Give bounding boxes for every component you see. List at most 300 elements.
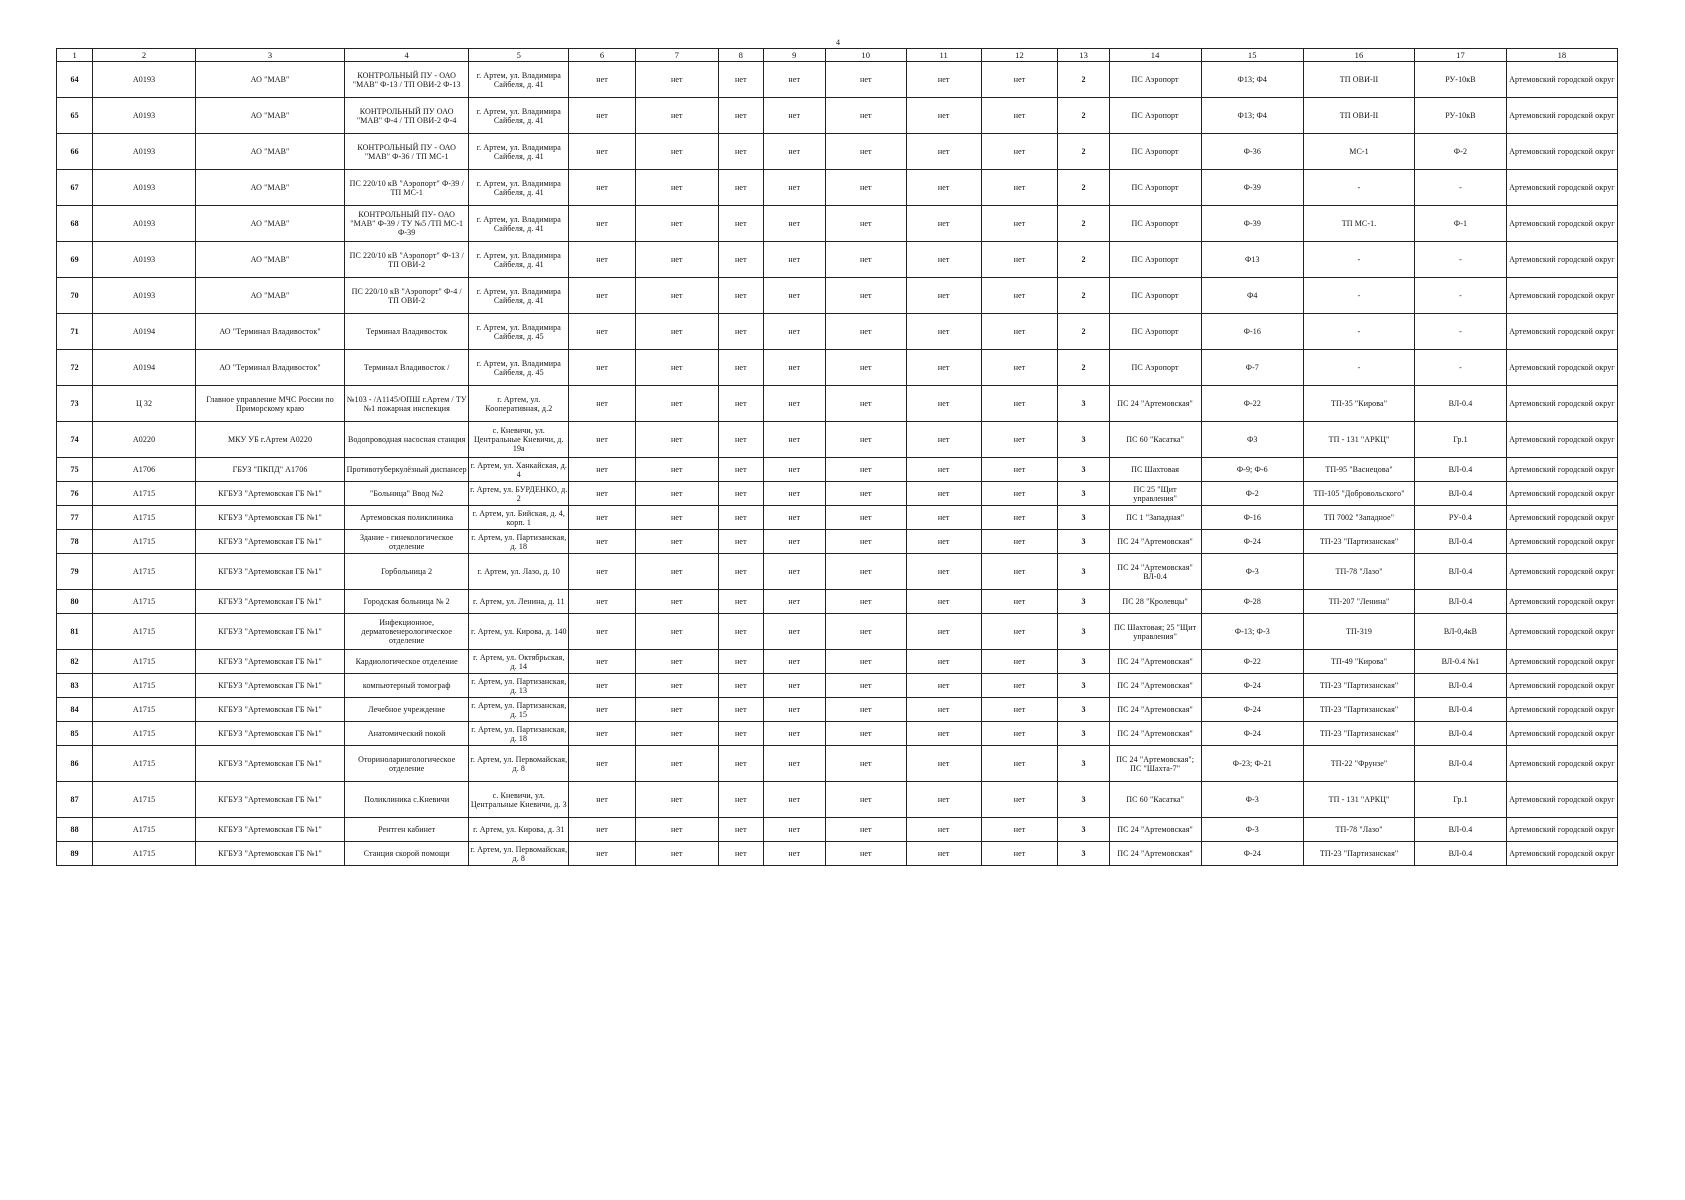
table-cell: нет bbox=[763, 242, 825, 278]
table-cell: Ф-16 bbox=[1201, 506, 1304, 530]
table-cell: 66 bbox=[57, 134, 93, 170]
table-cell: ПС 24 "Артемовская" bbox=[1109, 818, 1201, 842]
column-number: 2 bbox=[93, 49, 196, 62]
table-cell: А0194 bbox=[93, 314, 196, 350]
table-cell: 2 bbox=[1058, 170, 1109, 206]
table-cell: нет bbox=[825, 674, 906, 698]
table-cell: нет bbox=[906, 278, 981, 314]
table-cell: г. Артем, ул. Первомайская, д. 8 bbox=[469, 746, 569, 782]
table-row bbox=[57, 614, 1618, 650]
table-cell: нет bbox=[981, 350, 1058, 386]
table-cell: Артемовский городской округ bbox=[1506, 614, 1617, 650]
table-cell: нет bbox=[981, 314, 1058, 350]
table-cell: нет bbox=[635, 722, 718, 746]
table-cell: нет bbox=[718, 350, 763, 386]
table-cell: нет bbox=[763, 422, 825, 458]
table-cell: г. Артем, ул. Партизанская, д. 18 bbox=[469, 722, 569, 746]
table-cell: Ф-2 bbox=[1415, 134, 1507, 170]
column-number: 7 bbox=[635, 49, 718, 62]
table-cell: нет bbox=[906, 530, 981, 554]
column-number: 12 bbox=[981, 49, 1058, 62]
table-cell: 2 bbox=[1058, 314, 1109, 350]
table-cell: ПС 220/10 кВ "Аэропорт" Ф-13 / ТП ОВИ-2 bbox=[345, 242, 469, 278]
table-cell: Артемовский городской округ bbox=[1506, 206, 1617, 242]
table-cell: 75 bbox=[57, 458, 93, 482]
table-cell: Артемовский городской округ bbox=[1506, 62, 1617, 98]
table-cell: ТП-105 "Добровольского" bbox=[1304, 482, 1415, 506]
table-cell: АО "МАВ" bbox=[195, 206, 344, 242]
table-cell: нет bbox=[906, 554, 981, 590]
table-cell: нет bbox=[906, 98, 981, 134]
table-cell: нет bbox=[981, 98, 1058, 134]
table-cell: 3 bbox=[1058, 530, 1109, 554]
table-cell: - bbox=[1415, 278, 1507, 314]
table-cell: ВЛ-0.4 bbox=[1415, 698, 1507, 722]
table-cell: нет bbox=[763, 206, 825, 242]
table-cell: нет bbox=[825, 386, 906, 422]
table-cell: нет bbox=[906, 482, 981, 506]
table-cell: 89 bbox=[57, 842, 93, 866]
table-cell: нет bbox=[718, 746, 763, 782]
table-cell: Противотуберкулёзный диспансер bbox=[345, 458, 469, 482]
table-cell: нет bbox=[718, 458, 763, 482]
table-cell: Ф-3 bbox=[1201, 818, 1304, 842]
table-cell: - bbox=[1415, 242, 1507, 278]
table-cell: нет bbox=[906, 842, 981, 866]
table-cell: ТП 7002 "Западное" bbox=[1304, 506, 1415, 530]
table-cell: нет bbox=[906, 206, 981, 242]
table-cell: ПС Аэропорт bbox=[1109, 278, 1201, 314]
table-cell: нет bbox=[718, 722, 763, 746]
table-cell: нет bbox=[718, 614, 763, 650]
table-cell: КГБУЗ "Артемовская ГБ №1" bbox=[195, 614, 344, 650]
table-cell: нет bbox=[569, 530, 635, 554]
table-cell: 2 bbox=[1058, 278, 1109, 314]
table-cell: г. Артем, ул. Ханкайская, д. 4 bbox=[469, 458, 569, 482]
table-row bbox=[57, 242, 1618, 278]
table-cell: нет bbox=[981, 818, 1058, 842]
table-row bbox=[57, 674, 1618, 698]
table-cell: ТП ОВИ-II bbox=[1304, 62, 1415, 98]
table-cell: компьютерный томограф bbox=[345, 674, 469, 698]
table-cell: 69 bbox=[57, 242, 93, 278]
table-cell: нет bbox=[906, 422, 981, 458]
table-cell: А1715 bbox=[93, 650, 196, 674]
table-cell: нет bbox=[906, 134, 981, 170]
table-cell: А0220 bbox=[93, 422, 196, 458]
table-cell: нет bbox=[763, 134, 825, 170]
table-cell: КГБУЗ "Артемовская ГБ №1" bbox=[195, 530, 344, 554]
table-cell: - bbox=[1415, 314, 1507, 350]
table-cell: Артемовский городской округ bbox=[1506, 674, 1617, 698]
table-cell: - bbox=[1304, 350, 1415, 386]
table-cell: РУ-0.4 bbox=[1415, 506, 1507, 530]
table-cell: нет bbox=[635, 62, 718, 98]
table-cell: нет bbox=[825, 314, 906, 350]
table-cell: ТП - 131 "АРКЦ" bbox=[1304, 782, 1415, 818]
table-cell: г. Артем, ул. Партизанская, д. 15 bbox=[469, 698, 569, 722]
table-cell: нет bbox=[981, 206, 1058, 242]
table-cell: АО "МАВ" bbox=[195, 62, 344, 98]
table-cell: Инфекционное, дерматовенерологическое отделение bbox=[345, 614, 469, 650]
table-cell: Ф-36 bbox=[1201, 134, 1304, 170]
column-number: 11 bbox=[906, 49, 981, 62]
table-cell: А0193 bbox=[93, 62, 196, 98]
table-cell: нет bbox=[825, 170, 906, 206]
table-cell: нет bbox=[635, 314, 718, 350]
table-cell: МС-1 bbox=[1304, 134, 1415, 170]
table-cell: нет bbox=[763, 458, 825, 482]
table-cell: "Больница" Ввод №2 bbox=[345, 482, 469, 506]
table-cell: КГБУЗ "Артемовская ГБ №1" bbox=[195, 506, 344, 530]
table-cell: 86 bbox=[57, 746, 93, 782]
table-cell: А0193 bbox=[93, 278, 196, 314]
table-cell: нет bbox=[906, 722, 981, 746]
table-cell: нет bbox=[718, 554, 763, 590]
table-cell: нет bbox=[718, 98, 763, 134]
table-cell: нет bbox=[981, 614, 1058, 650]
table-row bbox=[57, 458, 1618, 482]
table-cell: нет bbox=[906, 614, 981, 650]
table-cell: нет bbox=[981, 278, 1058, 314]
table-cell: г. Артем, ул. Партизанская, д. 18 bbox=[469, 530, 569, 554]
table-cell: ПС 24 "Артемовская" bbox=[1109, 698, 1201, 722]
table-cell: ПС Аэропорт bbox=[1109, 242, 1201, 278]
table-cell: А0193 bbox=[93, 98, 196, 134]
table-cell: ПС 24 "Артемовская" ВЛ-0.4 bbox=[1109, 554, 1201, 590]
table-cell: А1715 bbox=[93, 614, 196, 650]
table-cell: нет bbox=[825, 278, 906, 314]
table-cell: нет bbox=[906, 506, 981, 530]
table-cell: Артемовский городской округ bbox=[1506, 482, 1617, 506]
table-cell: нет bbox=[763, 650, 825, 674]
table-cell: нет bbox=[569, 782, 635, 818]
table-cell: нет bbox=[569, 386, 635, 422]
table-cell: нет bbox=[569, 650, 635, 674]
table-cell: А1715 bbox=[93, 842, 196, 866]
table-cell: 2 bbox=[1058, 350, 1109, 386]
table-cell: нет bbox=[763, 278, 825, 314]
table-cell: 81 bbox=[57, 614, 93, 650]
table-cell: ТП-78 "Лазо" bbox=[1304, 554, 1415, 590]
table-cell: нет bbox=[906, 818, 981, 842]
table-cell: 3 bbox=[1058, 506, 1109, 530]
table-cell: АО "МАВ" bbox=[195, 278, 344, 314]
table-cell: Артемовский городской округ bbox=[1506, 782, 1617, 818]
table-cell: Терминал Владивосток bbox=[345, 314, 469, 350]
table-cell: нет bbox=[569, 206, 635, 242]
table-cell: 3 bbox=[1058, 746, 1109, 782]
table-row bbox=[57, 782, 1618, 818]
table-cell: ПС 24 "Артемовская" bbox=[1109, 674, 1201, 698]
table-cell: нет bbox=[569, 818, 635, 842]
table-cell: Ф-22 bbox=[1201, 650, 1304, 674]
table-cell: ПС 24 "Артемовская" bbox=[1109, 842, 1201, 866]
table-row bbox=[57, 722, 1618, 746]
table-cell: 70 bbox=[57, 278, 93, 314]
table-cell: нет bbox=[763, 590, 825, 614]
table-cell: нет bbox=[569, 458, 635, 482]
table-cell: А1715 bbox=[93, 506, 196, 530]
table-cell: нет bbox=[718, 650, 763, 674]
table-cell: нет bbox=[981, 134, 1058, 170]
table-cell: - bbox=[1415, 350, 1507, 386]
table-cell: Артемовский городской округ bbox=[1506, 134, 1617, 170]
table-cell: нет bbox=[569, 722, 635, 746]
table-cell: Артемовский городской округ bbox=[1506, 506, 1617, 530]
table-cell: ПС Шахтовая; 25 "Щит управления" bbox=[1109, 614, 1201, 650]
table-cell: нет bbox=[825, 62, 906, 98]
table-cell: А1715 bbox=[93, 530, 196, 554]
table-row bbox=[57, 278, 1618, 314]
table-cell: нет bbox=[906, 782, 981, 818]
table-cell: с. Кневичи, ул. Центральные Кневичи, д. 3 bbox=[469, 782, 569, 818]
table-cell: 3 bbox=[1058, 422, 1109, 458]
table-cell: нет bbox=[906, 698, 981, 722]
table-cell: ВЛ-0.4 bbox=[1415, 818, 1507, 842]
table-cell: 3 bbox=[1058, 674, 1109, 698]
table-cell: - bbox=[1304, 170, 1415, 206]
table-cell: нет bbox=[763, 62, 825, 98]
column-number-header bbox=[57, 49, 1618, 62]
table-cell: нет bbox=[635, 842, 718, 866]
table-cell: КГБУЗ "Артемовская ГБ №1" bbox=[195, 782, 344, 818]
table-row bbox=[57, 62, 1618, 98]
table-cell: 73 bbox=[57, 386, 93, 422]
table-cell: КГБУЗ "Артемовская ГБ №1" bbox=[195, 746, 344, 782]
table-cell: нет bbox=[906, 458, 981, 482]
table-cell: ПС Аэропорт bbox=[1109, 62, 1201, 98]
table-cell: ТП-23 "Партизанская" bbox=[1304, 674, 1415, 698]
table-cell: ПС Шахтовая bbox=[1109, 458, 1201, 482]
table-cell: нет bbox=[981, 842, 1058, 866]
table-cell: АО "МАВ" bbox=[195, 98, 344, 134]
table-cell: нет bbox=[763, 350, 825, 386]
table-cell: Лечебное учреждение bbox=[345, 698, 469, 722]
table-cell: нет bbox=[763, 530, 825, 554]
table-cell: КГБУЗ "Артемовская ГБ №1" bbox=[195, 650, 344, 674]
table-row bbox=[57, 818, 1618, 842]
column-number: 1 bbox=[57, 49, 93, 62]
table-cell: нет bbox=[763, 314, 825, 350]
table-cell: нет bbox=[569, 590, 635, 614]
table-cell: Ф3 bbox=[1201, 422, 1304, 458]
table-cell: г. Артем, ул. Владимира Сайбеля, д. 45 bbox=[469, 350, 569, 386]
table-cell: 3 bbox=[1058, 842, 1109, 866]
table-cell: КГБУЗ "Артемовская ГБ №1" bbox=[195, 698, 344, 722]
table-cell: 2 bbox=[1058, 134, 1109, 170]
table-cell: нет bbox=[981, 650, 1058, 674]
table-cell: нет bbox=[763, 98, 825, 134]
table-cell: Артемовский городской округ bbox=[1506, 98, 1617, 134]
table-cell: нет bbox=[825, 458, 906, 482]
table-cell: нет bbox=[906, 674, 981, 698]
table-row bbox=[57, 590, 1618, 614]
table-cell: РУ-10кВ bbox=[1415, 62, 1507, 98]
table-cell: А1715 bbox=[93, 590, 196, 614]
table-cell: ПС 60 "Касатка" bbox=[1109, 422, 1201, 458]
table-cell: Ф4 bbox=[1201, 278, 1304, 314]
table-cell: нет bbox=[718, 278, 763, 314]
table-cell: нет bbox=[763, 674, 825, 698]
table-cell: г. Артем, ул. Владимира Сайбеля, д. 41 bbox=[469, 98, 569, 134]
table-cell: нет bbox=[635, 818, 718, 842]
table-row bbox=[57, 842, 1618, 866]
table-cell: 3 bbox=[1058, 650, 1109, 674]
document-sheet bbox=[56, 38, 1618, 866]
table-row bbox=[57, 482, 1618, 506]
table-row bbox=[57, 554, 1618, 590]
table-cell: 79 bbox=[57, 554, 93, 590]
table-row bbox=[57, 314, 1618, 350]
table-cell: А1715 bbox=[93, 818, 196, 842]
table-cell: АО "МАВ" bbox=[195, 134, 344, 170]
table-cell: нет bbox=[763, 782, 825, 818]
table-cell: нет bbox=[569, 674, 635, 698]
table-cell: нет bbox=[718, 782, 763, 818]
table-row bbox=[57, 170, 1618, 206]
table-cell: Городская больница № 2 bbox=[345, 590, 469, 614]
table-cell: 2 bbox=[1058, 98, 1109, 134]
table-row bbox=[57, 506, 1618, 530]
table-cell: ВЛ-0.4 bbox=[1415, 458, 1507, 482]
table-cell: 80 bbox=[57, 590, 93, 614]
table-cell: 3 bbox=[1058, 782, 1109, 818]
column-number: 15 bbox=[1201, 49, 1304, 62]
table-cell: Здание - гинекологическое отделение bbox=[345, 530, 469, 554]
table-row bbox=[57, 698, 1618, 722]
table-cell: г. Артем, ул. Кирова, д. 31 bbox=[469, 818, 569, 842]
table-cell: Ф-2 bbox=[1201, 482, 1304, 506]
table-cell: ВЛ-0.4 bbox=[1415, 674, 1507, 698]
table-cell: Артемовский городской округ bbox=[1506, 458, 1617, 482]
table-cell: Ф-24 bbox=[1201, 722, 1304, 746]
table-cell: ТП-319 bbox=[1304, 614, 1415, 650]
table-cell: 76 bbox=[57, 482, 93, 506]
table-cell: 3 bbox=[1058, 698, 1109, 722]
column-number: 17 bbox=[1415, 49, 1507, 62]
table-cell: Ф13 bbox=[1201, 242, 1304, 278]
table-cell: нет bbox=[569, 422, 635, 458]
table-cell: Поликлиника с.Кневичи bbox=[345, 782, 469, 818]
table-cell: Артемовский городской округ bbox=[1506, 530, 1617, 554]
table-cell: г. Артем, ул. Кооперативная, д.2 bbox=[469, 386, 569, 422]
table-cell: нет bbox=[718, 506, 763, 530]
table-cell: нет bbox=[981, 722, 1058, 746]
table-cell: ВЛ-0.4 bbox=[1415, 746, 1507, 782]
table-cell: г. Артем, ул. Бийская, д. 4, корп. 1 bbox=[469, 506, 569, 530]
table-cell: 84 bbox=[57, 698, 93, 722]
table-cell: КГБУЗ "Артемовская ГБ №1" bbox=[195, 722, 344, 746]
column-number: 18 bbox=[1506, 49, 1617, 62]
table-cell: Ф-13; Ф-3 bbox=[1201, 614, 1304, 650]
column-number: 3 bbox=[195, 49, 344, 62]
table-cell: 77 bbox=[57, 506, 93, 530]
table-cell: 3 bbox=[1058, 614, 1109, 650]
table-cell: А0193 bbox=[93, 242, 196, 278]
table-cell: А1715 bbox=[93, 698, 196, 722]
table-cell: нет bbox=[635, 242, 718, 278]
table-cell: нет bbox=[718, 818, 763, 842]
table-cell: нет bbox=[718, 134, 763, 170]
table-row bbox=[57, 746, 1618, 782]
column-number: 16 bbox=[1304, 49, 1415, 62]
table-cell: нет bbox=[635, 206, 718, 242]
table-cell: КОНТРОЛЬНЫЙ ПУ - ОАО "МАВ" Ф-36 / ТП МС-1 bbox=[345, 134, 469, 170]
table-cell: нет bbox=[569, 506, 635, 530]
table-cell: нет bbox=[635, 482, 718, 506]
table-cell: нет bbox=[635, 530, 718, 554]
table-cell: нет bbox=[906, 350, 981, 386]
table-cell: нет bbox=[825, 614, 906, 650]
table-cell: КОНТРОЛЬНЫЙ ПУ ОАО "МАВ" Ф-4 / ТП ОВИ-2 Ф-4 bbox=[345, 98, 469, 134]
table-cell: ПС Аэропорт bbox=[1109, 314, 1201, 350]
table-cell: АО "МАВ" bbox=[195, 170, 344, 206]
table-cell: 74 bbox=[57, 422, 93, 458]
table-cell: А1706 bbox=[93, 458, 196, 482]
table-cell: Артемовский городской округ bbox=[1506, 554, 1617, 590]
table-cell: КГБУЗ "Артемовская ГБ №1" bbox=[195, 590, 344, 614]
table-cell: ТП-207 "Ленина" bbox=[1304, 590, 1415, 614]
table-cell: МКУ УБ г.Артем А0220 bbox=[195, 422, 344, 458]
table-cell: нет bbox=[569, 350, 635, 386]
table-cell: Артемовский городской округ bbox=[1506, 314, 1617, 350]
table-cell: нет bbox=[825, 554, 906, 590]
table-cell: А0193 bbox=[93, 134, 196, 170]
table-cell: 2 bbox=[1058, 242, 1109, 278]
table-cell: А1715 bbox=[93, 482, 196, 506]
table-cell: 68 bbox=[57, 206, 93, 242]
table-row bbox=[57, 98, 1618, 134]
table-cell: нет bbox=[635, 98, 718, 134]
table-cell: ТП-22 "Фрунзе" bbox=[1304, 746, 1415, 782]
table-cell: Станция скорой помощи bbox=[345, 842, 469, 866]
table-cell: г. Артем, ул. БУРДЕНКО, д. 2 bbox=[469, 482, 569, 506]
table-cell: нет bbox=[569, 614, 635, 650]
table-cell: ВЛ-0.4 bbox=[1415, 722, 1507, 746]
table-cell: нет bbox=[718, 674, 763, 698]
table-cell: г. Артем, ул. Владимира Сайбеля, д. 41 bbox=[469, 206, 569, 242]
column-number: 9 bbox=[763, 49, 825, 62]
table-row bbox=[57, 206, 1618, 242]
table-cell: ТП-23 "Партизанская" bbox=[1304, 722, 1415, 746]
table-cell: нет bbox=[718, 386, 763, 422]
table-cell: нет bbox=[981, 746, 1058, 782]
table-cell: Водопроводная насосная станция bbox=[345, 422, 469, 458]
table-cell: ПС 24 "Артемовская" bbox=[1109, 650, 1201, 674]
table-cell: 71 bbox=[57, 314, 93, 350]
table-row bbox=[57, 422, 1618, 458]
table-cell: нет bbox=[763, 482, 825, 506]
table-cell: 2 bbox=[1058, 206, 1109, 242]
table-cell: А0193 bbox=[93, 170, 196, 206]
table-cell: АО "Терминал Владивосток" bbox=[195, 350, 344, 386]
table-cell: Ф-39 bbox=[1201, 170, 1304, 206]
table-cell: ТП-35 "Кирова" bbox=[1304, 386, 1415, 422]
table-cell: нет bbox=[635, 554, 718, 590]
table-cell: Артемовская поликлиника bbox=[345, 506, 469, 530]
table-cell: нет bbox=[635, 170, 718, 206]
table-cell: 2 bbox=[1058, 62, 1109, 98]
table-cell: ПС Аэропорт bbox=[1109, 134, 1201, 170]
table-cell: нет bbox=[906, 170, 981, 206]
table-cell: ТП - 131 "АРКЦ" bbox=[1304, 422, 1415, 458]
table-cell: Анатомический покой bbox=[345, 722, 469, 746]
table-cell: г. Артем, ул. Владимира Сайбеля, д. 41 bbox=[469, 170, 569, 206]
table-cell: ПС Аэропорт bbox=[1109, 170, 1201, 206]
table-cell: Ф-16 bbox=[1201, 314, 1304, 350]
table-cell: Ф-28 bbox=[1201, 590, 1304, 614]
